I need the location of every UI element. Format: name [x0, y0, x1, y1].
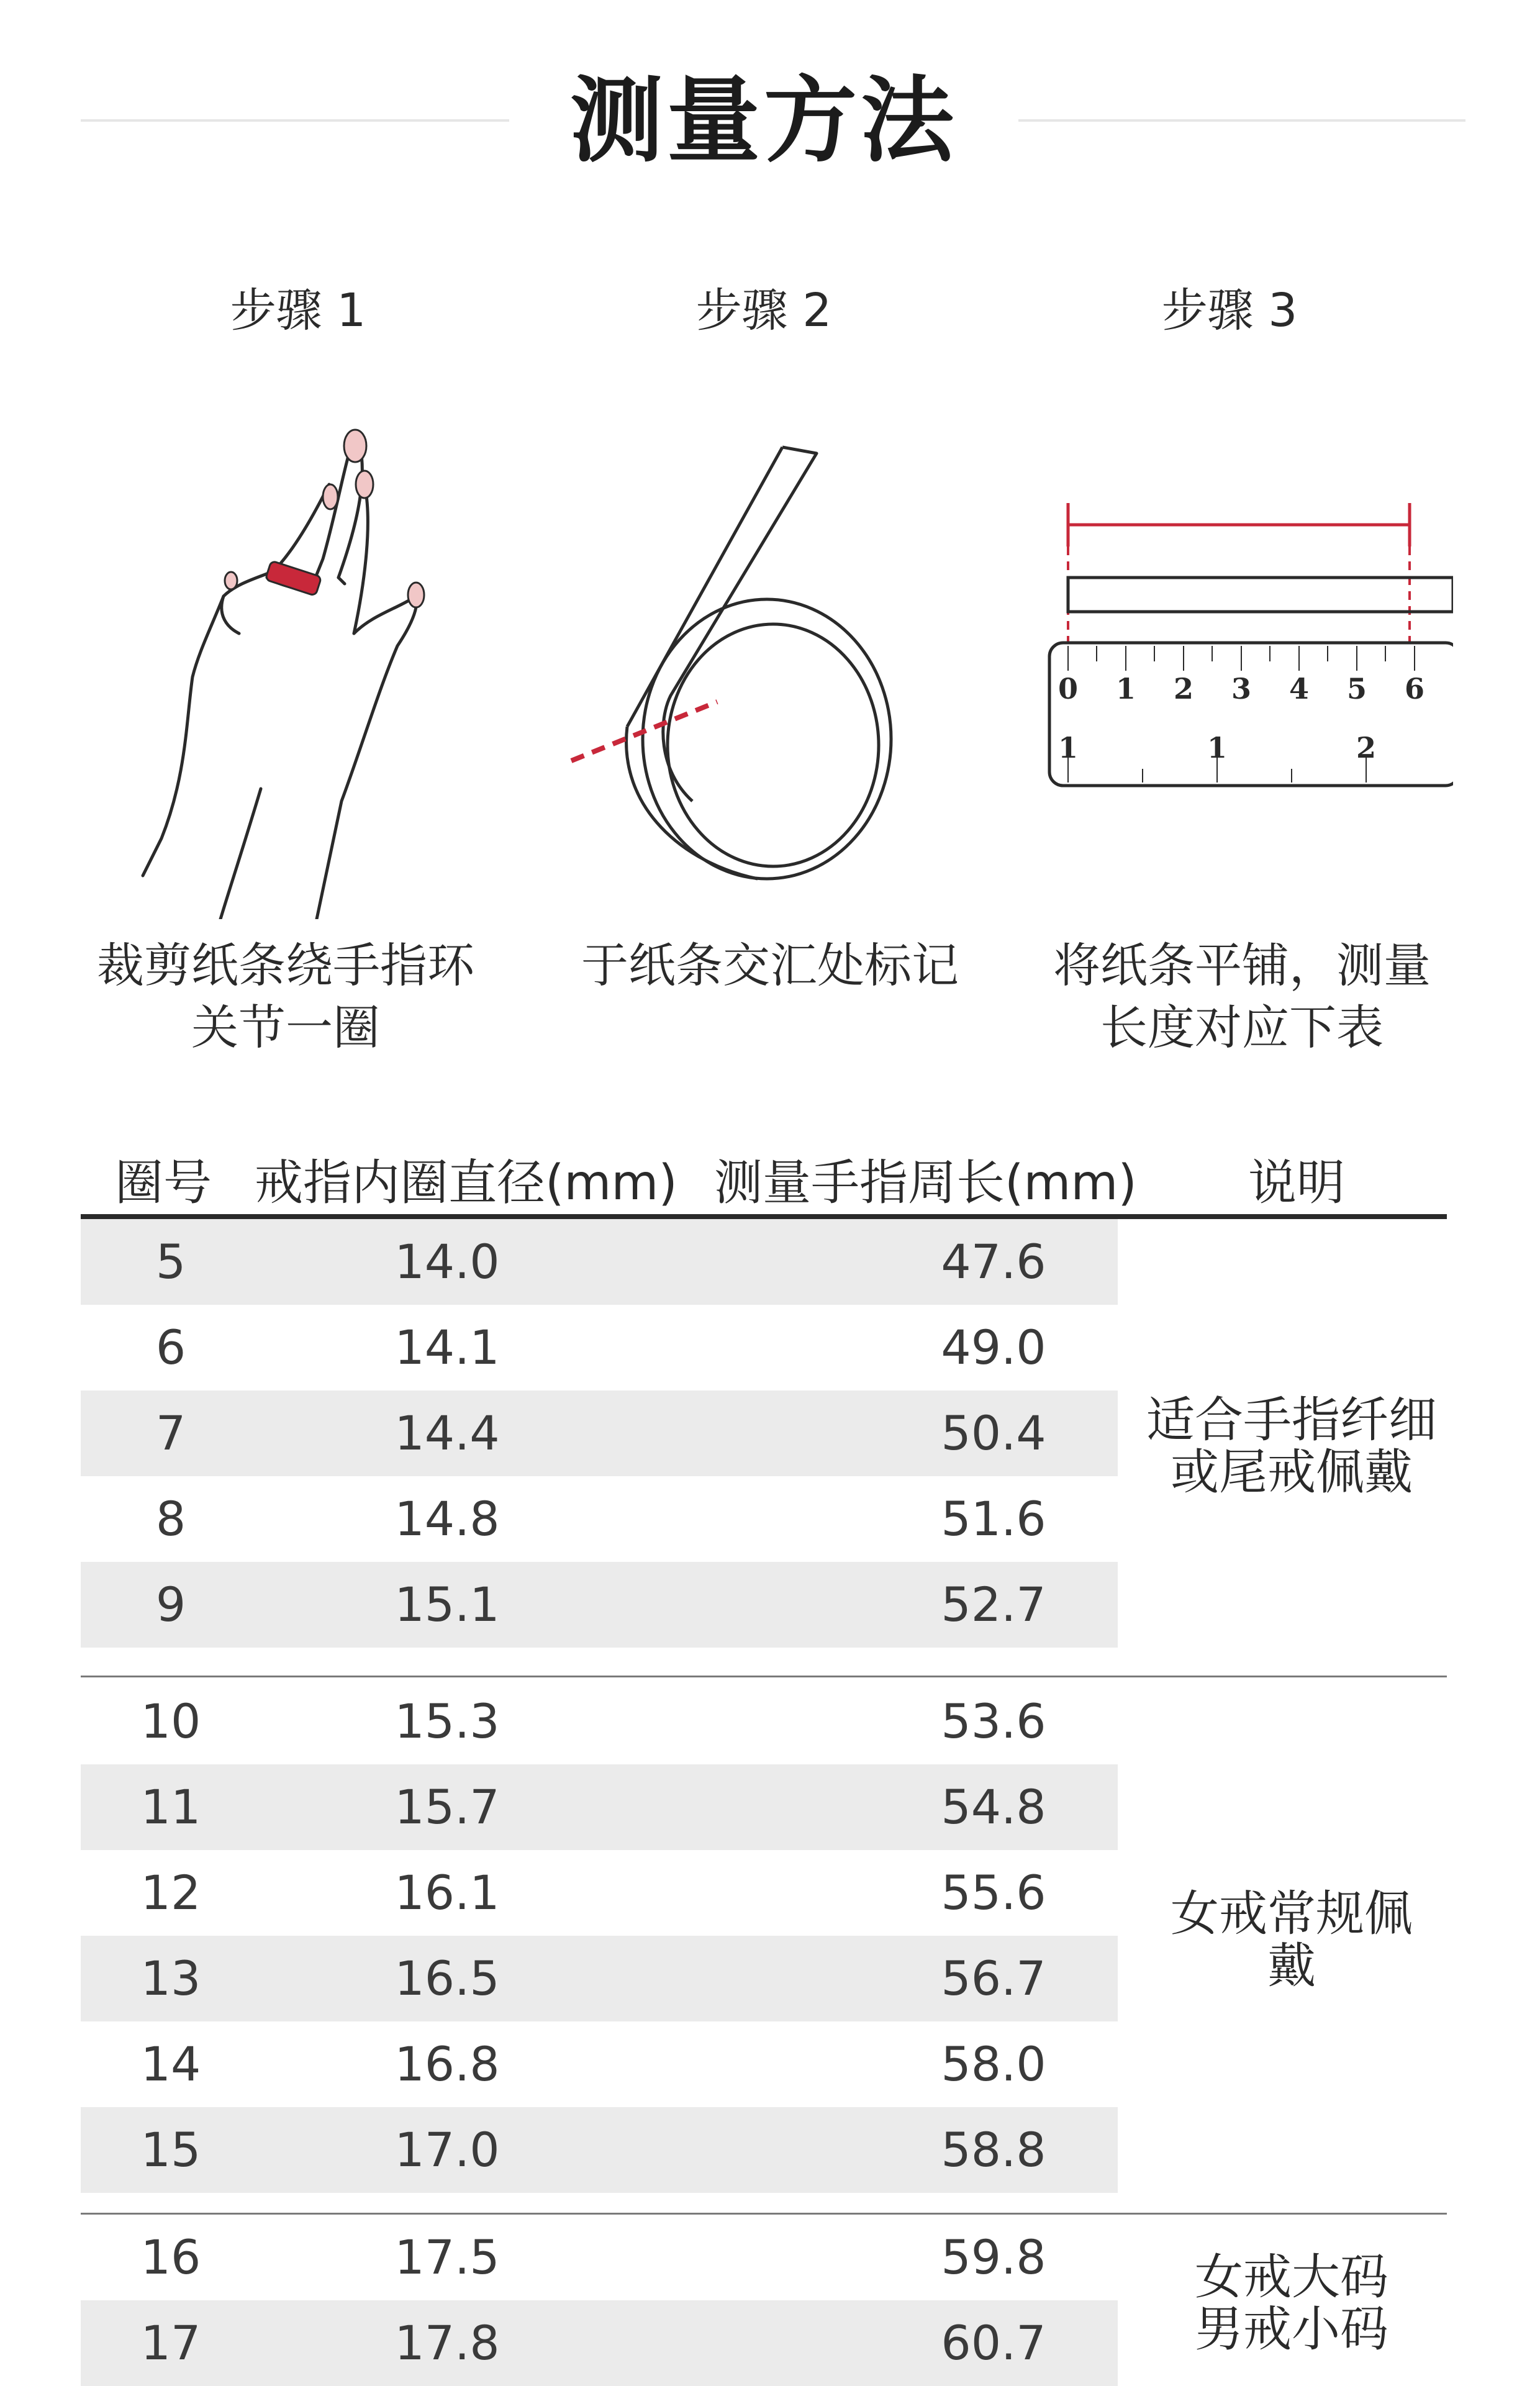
table-row: [81, 2107, 1118, 2193]
diameter-cell: 16.5: [394, 1951, 500, 2006]
size-cell: 6: [155, 1320, 186, 1375]
group-note-line: 或尾戒佩戴: [1170, 1445, 1413, 1500]
size-cell: 15: [140, 2122, 201, 2177]
table-row: [81, 1679, 1118, 1764]
table-header-rule: [81, 1214, 1447, 1219]
step-1-caption-line1: 裁剪纸条绕手指环: [97, 938, 474, 993]
ruler-bottom-tick: 2: [1356, 731, 1377, 764]
step-1-caption-line2: 关节一圈: [191, 1000, 380, 1055]
ruler-top-tick: 3: [1231, 672, 1252, 705]
step-1-caption: [50, 935, 522, 1059]
diameter-cell: 15.3: [394, 1694, 500, 1749]
circumference-cell: 50.4: [941, 1405, 1046, 1461]
ruler-measurement-icon: [1043, 491, 1453, 801]
circumference-cell: 49.0: [941, 1320, 1046, 1375]
group-divider: [81, 1676, 1447, 1677]
size-cell: 12: [140, 1865, 201, 1920]
step-3-caption-line2: 长度对应下表: [1100, 1000, 1384, 1055]
table-row: [81, 2300, 1118, 2386]
step-3-caption-line1: 将纸条平铺，测量: [1053, 938, 1431, 993]
size-cell: 8: [155, 1491, 186, 1546]
table-row: [81, 1764, 1118, 1850]
header-finger-circumference: 测量手指周长(mm): [714, 1155, 1137, 1211]
group-note-line: 戴: [1267, 1938, 1316, 1994]
diameter-cell: 15.7: [394, 1779, 500, 1835]
circumference-cell: 58.8: [941, 2122, 1046, 2177]
ruler-top-tick: 0: [1058, 672, 1079, 705]
table-row: [81, 2215, 1118, 2300]
header-inner-diameter: 戒指内圈直径(mm): [255, 1155, 677, 1211]
title-divider-left: [81, 119, 509, 122]
ruler-top-tick: 4: [1289, 672, 1310, 705]
size-cell: 14: [140, 2036, 201, 2092]
table-row: [81, 1936, 1118, 2021]
header-note: 说明: [1248, 1155, 1346, 1211]
group-note-small: [1130, 1394, 1453, 1499]
step-1-label: 步骤 1: [230, 284, 366, 337]
table-row: [81, 1390, 1118, 1476]
ruler-top-tick: 2: [1173, 672, 1194, 705]
step-2-caption: [534, 935, 1006, 997]
size-cell: 11: [140, 1779, 201, 1835]
table-row: [81, 1562, 1118, 1648]
group-note-large: [1130, 2251, 1453, 2356]
step-2-caption-line1: 于纸条交汇处标记: [581, 938, 959, 993]
diameter-cell: 17.0: [394, 2122, 500, 2177]
diameter-cell: 14.8: [394, 1491, 500, 1546]
size-cell: 9: [155, 1577, 186, 1632]
circumference-cell: 56.7: [941, 1951, 1046, 2006]
step-3-label: 步骤 3: [1161, 284, 1298, 337]
diameter-cell: 14.0: [394, 1234, 500, 1289]
size-cell: 7: [155, 1405, 186, 1461]
diameter-cell: 14.4: [394, 1405, 500, 1461]
table-row: [81, 2021, 1118, 2107]
circumference-cell: 47.6: [941, 1234, 1046, 1289]
size-cell: 16: [140, 2230, 201, 2285]
ruler-top-tick: 5: [1346, 672, 1367, 705]
group-note-line: 女戒大码: [1194, 2249, 1388, 2305]
group-divider: [81, 2213, 1447, 2215]
ruler-top-tick: 6: [1404, 672, 1425, 705]
size-cell: 10: [140, 1694, 201, 1749]
circumference-cell: 55.6: [941, 1865, 1046, 1920]
size-cell: 17: [140, 2315, 201, 2370]
diameter-cell: 16.1: [394, 1865, 500, 1920]
step-2-label: 步骤 2: [695, 284, 832, 337]
circumference-cell: 60.7: [941, 2315, 1046, 2370]
table-row: [81, 1476, 1118, 1562]
circumference-cell: 52.7: [941, 1577, 1046, 1632]
ruler-bottom-tick: 1: [1058, 731, 1079, 764]
diameter-cell: 14.1: [394, 1320, 500, 1375]
circumference-cell: 51.6: [941, 1491, 1046, 1546]
size-cell: 5: [155, 1234, 186, 1289]
hand-with-strip-icon: [124, 429, 447, 919]
circumference-cell: 58.0: [941, 2036, 1046, 2092]
diameter-cell: 17.8: [394, 2315, 500, 2370]
page-title: 测量方法: [569, 67, 958, 175]
looped-strip-icon: [559, 435, 944, 882]
circumference-cell: 59.8: [941, 2230, 1046, 2285]
diameter-cell: 17.5: [394, 2230, 500, 2285]
title-divider-right: [1018, 119, 1465, 122]
circumference-cell: 54.8: [941, 1779, 1046, 1835]
table-row: [81, 1850, 1118, 1936]
ruler-bottom-tick: 1: [1207, 731, 1228, 764]
table-row: [81, 1305, 1118, 1390]
table-row: [81, 1219, 1118, 1305]
diameter-cell: 15.1: [394, 1577, 500, 1632]
ruler-top-tick: 1: [1115, 672, 1136, 705]
step-3-caption: [1006, 935, 1478, 1059]
circumference-cell: 53.6: [941, 1694, 1046, 1749]
size-cell: 13: [140, 1951, 201, 2006]
group-note-regular: [1130, 1888, 1453, 1992]
diameter-cell: 16.8: [394, 2036, 500, 2092]
group-note-line: 女戒常规佩: [1170, 1886, 1413, 1942]
group-note-line: 男戒小码: [1194, 2302, 1388, 2357]
group-note-line: 适合手指纤细: [1146, 1392, 1437, 1448]
header-size: 圈号: [115, 1155, 212, 1211]
